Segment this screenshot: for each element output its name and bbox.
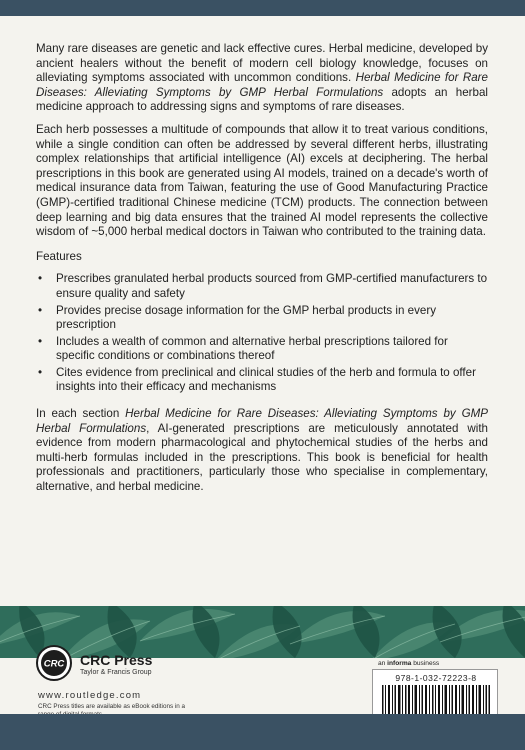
publisher-group: Taylor & Francis Group	[80, 669, 152, 676]
feature-item: • Includes a wealth of common and alternative herbal prescriptions tailored for specific conditions or combinations thereof	[36, 335, 488, 364]
feature-item: • Provides precise dosage information for the GMP herbal products in every prescription	[36, 304, 488, 333]
crc-logo-icon	[36, 645, 72, 681]
closing-paragraph: In each section Herbal Medicine for Rare Diseases: Alleviating Symptoms by GMP Herbal Formulations, AI-generated prescriptions are meticulously annotated with evidence from modern pharmacological and phytochemical studies of the herbs and multi-herb formulas included in the prescriptions. This book is beneficial for health professionals and practitioners, particularly those who specialise in complementary, alternative, and herbal medicine.	[36, 407, 489, 494]
ai-paragraph: Each herb possesses a multitude of compounds that allow it to treat various conditions, while a single condition can often be addressed by several different herbs, illustrating complex relationships that artificial intelligence (AI) excels at deciphering. The herbal prescriptions in this book are generated using AI models, trained on a decade's worth of medical insurance data from Taiwan, featuring the use of Good Manufacturing Practice (GMP)-certified traditional Chinese medicine (TCM) products. The connection between deep learning and big data ensures that the trained AI model represents the collective wisdom of ~5,000 herbal medical doctors in Taiwan who contributed to the training data.	[36, 122, 488, 239]
features-heading: Features	[36, 249, 82, 263]
feature-item: • Cites evidence from preclinical and clinical studies of the herb and formula to offer insights into their efficacy and mechanisms	[36, 366, 488, 395]
intro-paragraph: Many rare diseases are genetic and lack effective cures. Herbal medicine, developed by ancient healers without the benefit of modern cell biology knowledge, focuses on alleviating symptoms associated with uncommon conditions. Herbal Medicine for Rare Diseases: Alleviating Symptoms by GMP Herbal Formulations adopts an herbal medicine approach to addressing signs and symptoms of rare diseases.	[36, 42, 488, 114]
isbn-number: 978-1-032-72223-8	[395, 673, 477, 683]
book-title-italic: Herbal Medicine for Rare Diseases: Alleviating Symptoms by GMP Herbal Formulations	[36, 71, 488, 99]
publisher-name: CRC Press	[80, 652, 153, 668]
features-list	[36, 272, 488, 395]
svg-text:CRC: CRC	[43, 658, 65, 670]
top-color-band	[0, 0, 525, 16]
feature-item: • Prescribes granulated herbal products sourced from GMP-certified manufacturers to ensure quality and safety	[36, 272, 488, 301]
back-cover-description	[36, 42, 488, 503]
ebook-note: CRC Press titles are available as eBook editions in a	[38, 703, 185, 710]
leaf-pattern-illustration	[0, 606, 525, 658]
bottom-color-band	[0, 714, 525, 750]
publisher-url[interactable]: www.routledge.com	[38, 690, 142, 701]
leaf-pattern-band	[0, 606, 525, 658]
book-title-italic: Herbal Medicine for Rare Diseases: Alleviating Symptoms by GMP Herbal Formulations	[36, 407, 488, 435]
informa-business-line: an informa business	[378, 660, 440, 667]
